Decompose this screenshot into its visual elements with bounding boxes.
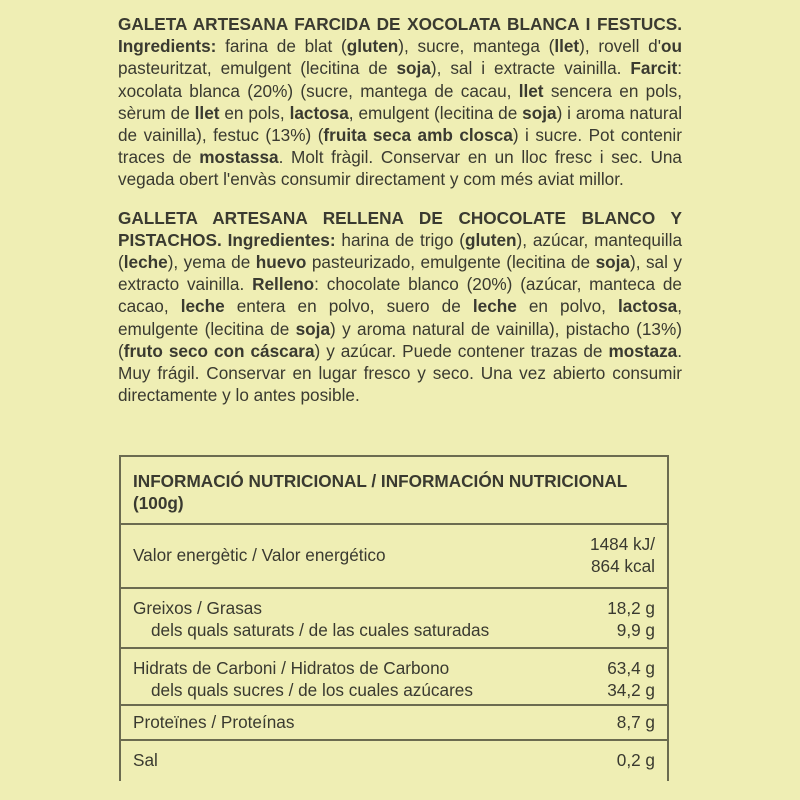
allergen-emphasis: mostaza	[608, 340, 678, 361]
protein-value: 8,7 g	[616, 712, 655, 732]
energy-label: Valor energètic / Valor energético	[133, 545, 386, 565]
salt-value: 0,2 g	[616, 750, 655, 770]
fat-label: Greixos / Grasas	[133, 598, 262, 618]
allergen-emphasis: Relleno	[252, 274, 315, 295]
fat-row	[121, 589, 667, 649]
allergen-emphasis: leche	[472, 296, 517, 317]
protein-row	[121, 706, 667, 741]
allergen-emphasis: Ingredients:	[118, 36, 217, 57]
allergen-emphasis: Ingredientes:	[227, 229, 336, 250]
allergen-emphasis: Farcit	[630, 58, 678, 79]
allergen-emphasis: soja	[396, 58, 431, 79]
energy-kcal: 864 kcal	[590, 556, 655, 576]
nutrition-title: INFORMACIÓ NUTRICIONAL / INFORMACIÓN NUTRICIONAL (100g)	[121, 457, 667, 525]
sugars-value: 34,2 g	[607, 680, 655, 700]
saturated-fat-value: 9,9 g	[616, 620, 655, 640]
allergen-emphasis: huevo	[255, 252, 307, 273]
allergen-emphasis: gluten	[464, 229, 517, 250]
ingredients-spanish: GALLETA ARTESANA RELLENA DE CHOCOLATE BLANCO Y PISTACHOS. Ingredientes: harina de trigo (gluten), azúcar, mantequilla (leche), yema de huevo pasteurizado, emulgente (lecitina de soja), sal y extracto vainilla. Relleno: chocolate blanco (20%) (azúcar, manteca de cacao, leche entera en polvo, suero de leche en polvo, lactosa, emulgente (lecitina de soja) y aroma natural de vainilla), pistacho (13%) (fruto seco con cáscara) y azúcar. Puede contener trazas de mostaza. Muy frágil. Conservar en lugar fresco y seco. Una vez abierto consumir directamente y lo antes posible.	[118, 207, 683, 406]
carbohydrates-value: 63,4 g	[607, 658, 655, 678]
allergen-emphasis: lactosa	[289, 102, 349, 123]
energy-kj: 1484 kJ/	[590, 534, 655, 554]
allergen-emphasis: llet	[194, 102, 220, 123]
allergen-emphasis: soja	[595, 252, 630, 273]
allergen-emphasis: soja	[295, 318, 331, 339]
energy-row	[121, 525, 667, 589]
nutrition-table	[119, 455, 669, 781]
allergen-emphasis: leche	[123, 252, 168, 273]
ingredients-catalan: GALETA ARTESANA FARCIDA DE XOCOLATA BLANCA I FESTUCS. Ingredients: farina de blat (gluten), sucre, mantega (llet), rovell d'ou pasteuritzat, emulgent (lecitina de soja), sal i extracte vainilla. Farcit: xocolata blanca (20%) (sucre, mantega de cacau, llet sencera en pols, sèrum de llet en pols, lactosa, emulgent (lecitina de soja) i aroma natural de vainilla), festuc (13%) (fruita seca amb closca) i sucre. Pot contenir traces de mostassa. Molt fràgil. Conservar en un lloc fresc i sec. Una vegada obert l'envàs consumir directament y com més aviat millor.	[118, 14, 683, 190]
protein-label: Proteïnes / Proteínas	[133, 712, 295, 732]
allergen-emphasis: soja	[522, 102, 557, 123]
fat-value: 18,2 g	[607, 598, 655, 618]
sugars-label: dels quals sucres / de los cuales azúcares	[151, 680, 473, 700]
saturated-fat-label: dels quals saturats / de las cuales saturadas	[151, 620, 490, 640]
allergen-emphasis: fruto seco con cáscara	[123, 340, 315, 361]
carbohydrates-row	[121, 649, 667, 706]
allergen-emphasis: gluten	[346, 36, 399, 57]
allergen-emphasis: leche	[180, 296, 225, 317]
allergen-emphasis: llet	[518, 80, 544, 101]
allergen-emphasis: mostassa	[199, 147, 279, 168]
salt-row	[121, 741, 667, 781]
allergen-emphasis: fruita seca amb closca	[323, 125, 513, 146]
salt-label: Sal	[133, 750, 158, 770]
allergen-emphasis: lactosa	[617, 296, 678, 317]
allergen-emphasis: llet	[554, 36, 580, 57]
allergen-emphasis: GALETA ARTESANA FARCIDA DE XOCOLATA BLANCA I FESTUCS.	[118, 14, 682, 34]
carbohydrates-label: Hidrats de Carboni / Hidratos de Carbono	[133, 658, 450, 678]
energy-value	[590, 533, 655, 587]
allergen-emphasis: GALLETA ARTESANA RELLENA DE CHOCOLATE BLANCO Y PISTACHOS.	[118, 207, 682, 250]
allergen-emphasis: ou	[661, 36, 682, 57]
